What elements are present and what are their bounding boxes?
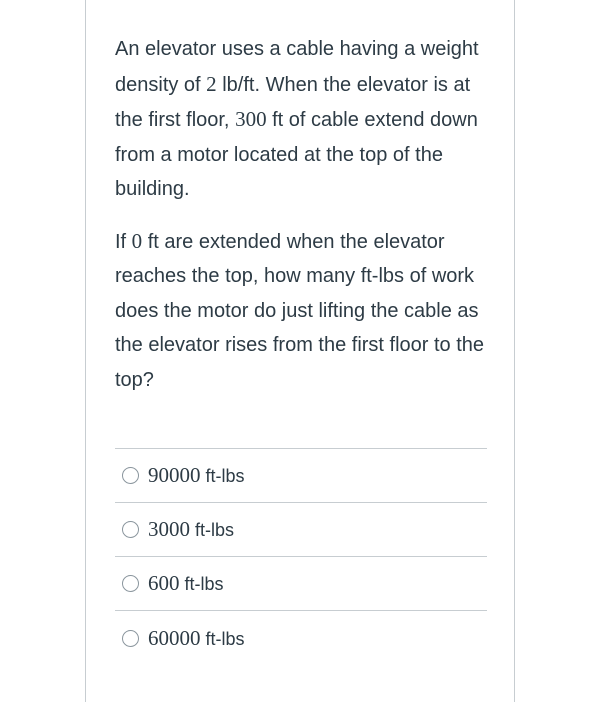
- answer-label: [148, 626, 245, 651]
- answer-option[interactable]: [115, 503, 487, 557]
- radio-button[interactable]: [122, 521, 139, 538]
- answer-unit: ft-lbs: [200, 466, 245, 486]
- answer-value: 600: [148, 571, 180, 595]
- answer-label: [148, 571, 224, 596]
- answer-label: [148, 463, 245, 488]
- question-text: [115, 32, 495, 397]
- answer-option[interactable]: [115, 611, 487, 665]
- question-text-part: ft are extended when the elevator reaches the top, how many ft-lbs of work does the motor do just lifting the cable as the elevator rises from the first floor to the top?: [115, 230, 485, 391]
- top-length-value: 0: [131, 228, 143, 253]
- question-paragraph-2: [115, 224, 495, 398]
- answer-value: 60000: [148, 625, 201, 650]
- answer-value: 90000: [148, 463, 201, 487]
- question-text-part: ft of cable extend down from a motor located at the top of the building.: [115, 109, 478, 200]
- answer-option[interactable]: [115, 449, 487, 503]
- question-card: [85, 0, 515, 702]
- weight-density-value: 2: [206, 71, 217, 96]
- question-paragraph-1: [115, 32, 495, 207]
- answer-unit: ft-lbs: [190, 520, 235, 540]
- cable-length-value: 300: [235, 107, 267, 131]
- answer-option[interactable]: [115, 557, 487, 611]
- radio-button[interactable]: [122, 467, 139, 484]
- question-text-part: If: [115, 230, 132, 253]
- answer-label: [148, 517, 234, 542]
- radio-button[interactable]: [122, 630, 139, 647]
- question-text-part: lb/ft. When the elevator is at the first floor,: [115, 73, 471, 131]
- answer-unit: ft-lbs: [200, 628, 245, 649]
- answer-value: 3000: [148, 517, 190, 541]
- answer-unit: ft-lbs: [179, 574, 224, 594]
- radio-button[interactable]: [122, 575, 139, 592]
- answer-list: [115, 448, 487, 665]
- question-text-part: An elevator uses a cable having a weight density of: [115, 38, 479, 96]
